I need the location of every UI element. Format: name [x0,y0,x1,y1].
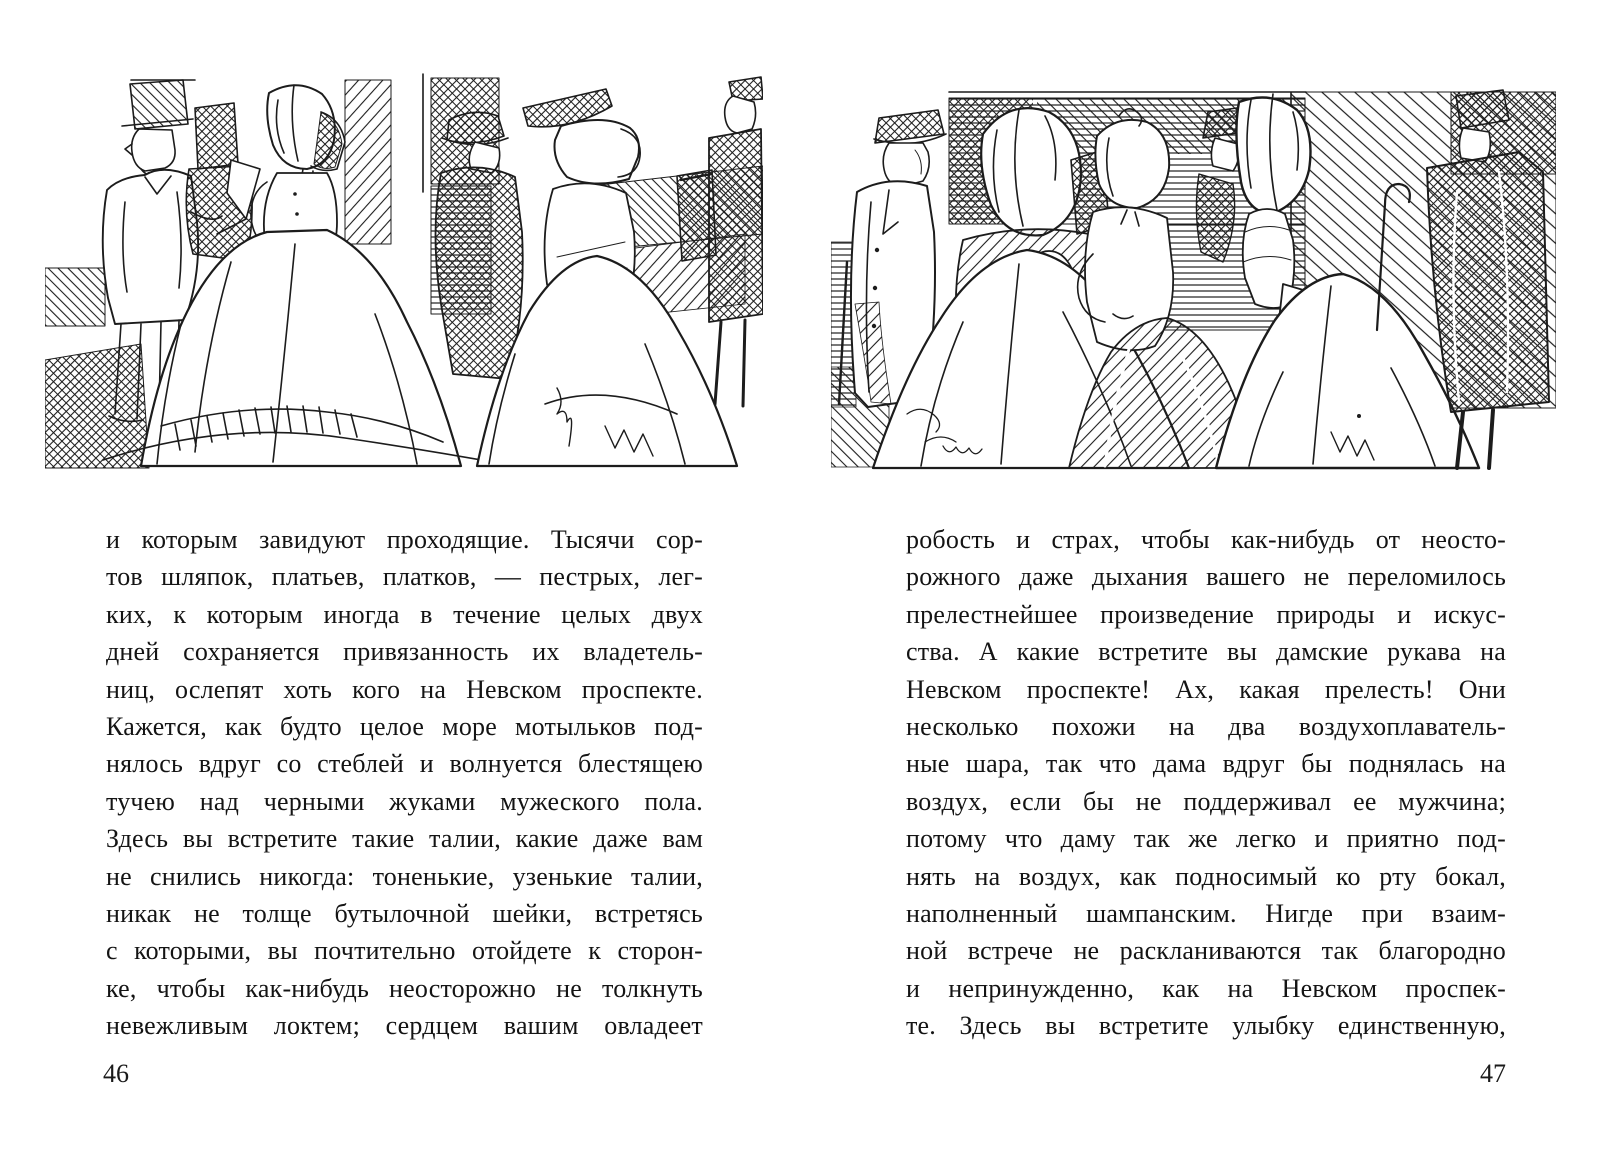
text-line: Невском проспекте! Ах, какая прелесть! Они [906,674,1506,704]
text-line: тучею над черными жуками мужеского пола. [106,786,703,816]
text-line: нялось вдруг со стеблей и волнуется блестящею [106,749,703,779]
text-line: несколько похожи на два воздухоплаватель- [906,711,1506,741]
text-line: наполненный шампанским. Нигде при взаим- [906,898,1506,928]
left-page-illustration [45,72,763,470]
text-line: прелестнейшее произведение природы и искус- [906,599,1506,629]
text-line: ные шара, так что дама вдруг бы поднялась на [906,749,1506,779]
page-number-left: 46 [103,1059,129,1088]
text-line: с которыми, вы почтительно отойдете к сторон- [106,936,703,966]
illustration-left-svg [45,72,763,470]
text-line: те. Здесь вы встретите улыбку единственную, [906,1011,1506,1041]
text-line: Кажется, как будто целое море мотыльков под- [106,711,703,741]
text-line: дней сохраняется привязанность их владетель- [106,637,703,667]
text-line: никак не толще бутылочной шейки, встретясь [106,898,703,928]
text-line: ке, чтобы как-нибудь неосторожно не толкнуть [106,973,703,1003]
text-line: робость и страх, чтобы как-нибудь от неосто- [906,525,1506,554]
text-line: воздух, если бы не поддерживал ее мужчина; [906,786,1506,816]
right-page-illustration [831,72,1556,470]
text-line: и непринужденно, как на Невском проспек- [906,973,1506,1003]
text-line: ниц, ослепят хоть кого на Невском проспекте. [106,674,703,704]
page-number-right: 47 [1480,1059,1506,1088]
text-line: невежливым локтем; сердцем вашим овладеет [106,1011,703,1041]
illustration-right-svg [831,72,1556,470]
text-line: тов шляпок, платьев, платков, — пестрых, лег- [106,562,703,592]
text-line: ких, к которым иногда в течение целых двух [106,599,703,629]
text-line: не снились никогда: тоненькие, узенькие талии, [106,861,703,891]
left-page-text [106,521,703,1044]
text-line: нять на воздух, как подносимый ко рту бокал, [906,861,1506,891]
text-line: и которым завидуют проходящие. Тысячи сор- [106,525,703,554]
text-line: потому что даму так же легко и приятно под- [906,824,1506,854]
text-line: рожного даже дыхания вашего не переломилось [906,562,1506,592]
text-line: ства. А какие встретите вы дамские рукава на [906,637,1506,667]
right-page [800,0,1600,1169]
text-line: Здесь вы встретите такие талии, какие даже вам [106,824,703,854]
text-line: ной встрече не раскланиваются так благородно [906,936,1506,966]
right-page-text [906,521,1506,1044]
